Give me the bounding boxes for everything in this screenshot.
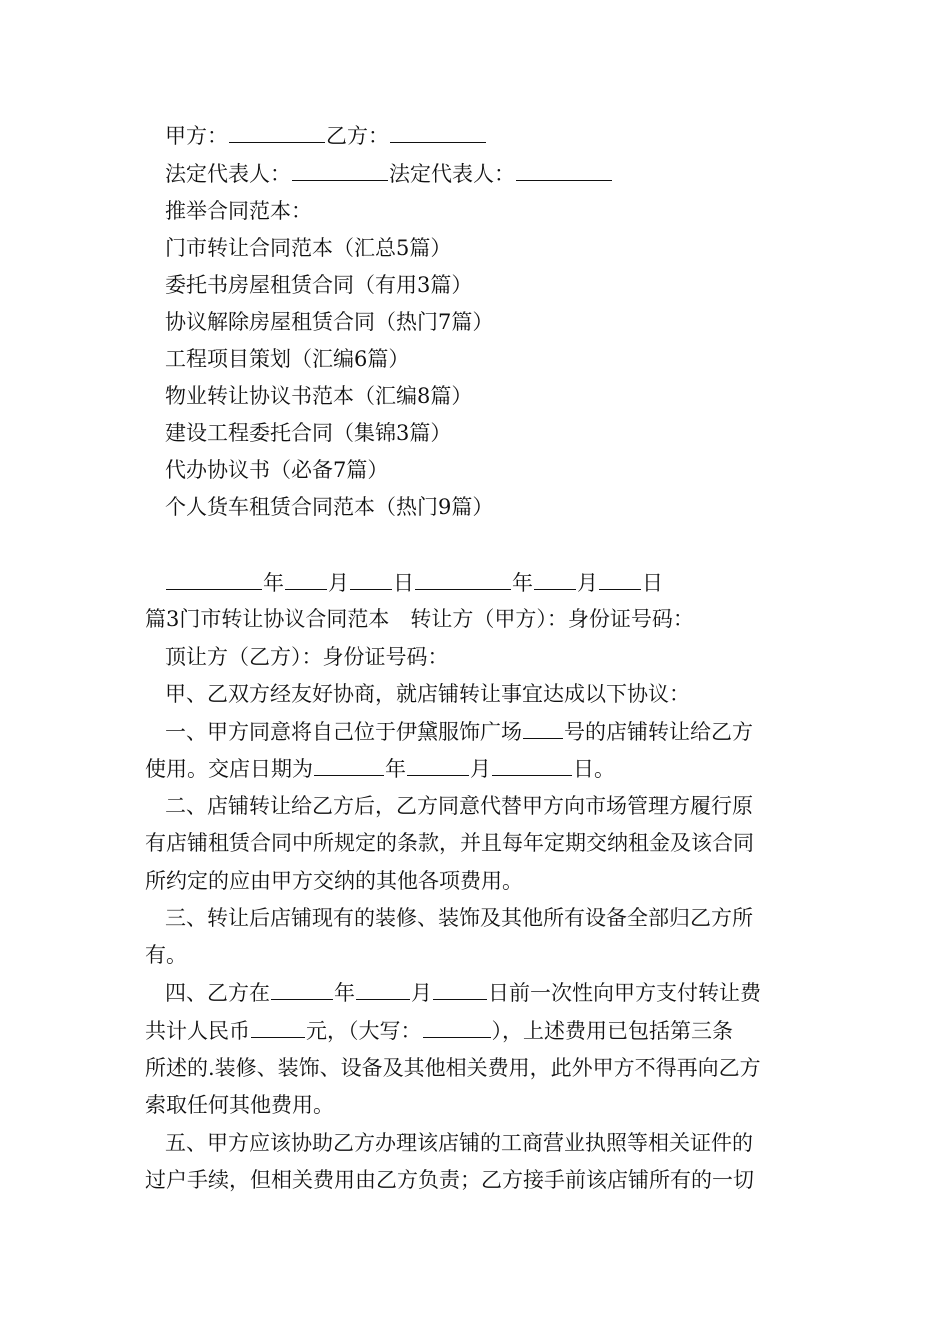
rep-b-blank bbox=[516, 160, 612, 181]
recommend-item[interactable]: 代办协议书（必备7篇） bbox=[165, 458, 389, 482]
pay-year-blank bbox=[271, 979, 333, 1000]
clause-1-line-2 bbox=[145, 755, 615, 782]
clause-5-line-1: 五、甲方应该协助乙方办理该店铺的工商营业执照等相关证件的 bbox=[165, 1131, 753, 1155]
handover-year-blank bbox=[314, 755, 384, 776]
clause-2-line-1: 二、店铺转让给乙方后，乙方同意代替甲方向市场管理方履行原 bbox=[165, 794, 753, 818]
day-label: 日 bbox=[393, 571, 414, 595]
party-b-blank bbox=[390, 122, 486, 143]
year-label: 年 bbox=[334, 981, 355, 1005]
party-a-blank bbox=[229, 122, 325, 143]
clause-5-line-2: 过户手续，但相关费用由乙方负责；乙方接手前该店铺所有的一切 bbox=[145, 1168, 754, 1192]
month-label: 月 bbox=[470, 757, 491, 781]
year-blank bbox=[415, 569, 511, 590]
rep-a-blank bbox=[292, 160, 388, 181]
year-label: 年 bbox=[263, 571, 284, 595]
amount-blank bbox=[251, 1017, 305, 1038]
recommend-item[interactable]: 个人货车租赁合同范本（热门9篇） bbox=[165, 495, 494, 519]
handover-day-blank bbox=[492, 755, 572, 776]
year-label: 年 bbox=[512, 571, 533, 595]
transferee-line: 顶让方（乙方）：身份证号码： bbox=[165, 645, 449, 669]
clause-3-line-1: 三、转让后店铺现有的装修、装饰及其他所有设备全部归乙方所 bbox=[165, 906, 753, 930]
rep-a-label: 法定代表人： bbox=[165, 162, 291, 186]
pay-month-blank bbox=[356, 979, 410, 1000]
year-blank bbox=[166, 569, 262, 590]
clause-4-line-2 bbox=[145, 1017, 733, 1044]
pay-day-blank bbox=[433, 979, 487, 1000]
rep-b-label: 法定代表人： bbox=[389, 162, 515, 186]
clause-text: 一、甲方同意将自己位于伊黛服饰广场 bbox=[165, 720, 522, 744]
day-label: 日。 bbox=[573, 757, 615, 781]
date-line bbox=[165, 569, 663, 596]
representative-line bbox=[165, 160, 613, 187]
handover-month-blank bbox=[407, 755, 469, 776]
amount-words-blank bbox=[423, 1017, 491, 1038]
clause-text: 号的店铺转让给乙方 bbox=[564, 720, 753, 744]
month-label: 月 bbox=[577, 571, 598, 595]
clause-4-line-4: 索取任何其他费用。 bbox=[145, 1093, 334, 1117]
party-line bbox=[165, 122, 487, 149]
recommend-item[interactable]: 建设工程委托合同（集锦3篇） bbox=[165, 421, 452, 445]
year-label: 年 bbox=[385, 757, 406, 781]
clause-4-line-3: 所述的.装修、装饰、设备及其他相关费用，此外甲方不得再向乙方 bbox=[145, 1056, 761, 1080]
recommend-title: 推举合同范本： bbox=[165, 199, 312, 223]
shop-number-blank bbox=[523, 718, 563, 739]
recommend-item[interactable]: 协议解除房屋租赁合同（热门7篇） bbox=[165, 310, 494, 334]
recommend-item[interactable]: 委托书房屋租赁合同（有用3篇） bbox=[165, 273, 473, 297]
day-label: 日 bbox=[642, 571, 663, 595]
clause-text: 元，（大写： bbox=[306, 1019, 422, 1043]
article-heading: 篇3门市转让协议合同范本 转让方（甲方）：身份证号码： bbox=[145, 607, 694, 631]
clause-text: 使用。交店日期为 bbox=[145, 757, 313, 781]
clause-text: 四、乙方在 bbox=[165, 981, 270, 1005]
day-blank bbox=[350, 569, 392, 590]
intro-paragraph: 甲、乙双方经友好协商，就店铺转让事宜达成以下协议： bbox=[165, 682, 690, 706]
day-blank bbox=[599, 569, 641, 590]
clause-2-line-2: 有店铺租赁合同中所规定的条款，并且每年定期交纳租金及该合同 bbox=[145, 831, 754, 855]
clause-text: ），上述费用已包括第三条 bbox=[491, 1019, 733, 1043]
recommend-item[interactable]: 门市转让合同范本（汇总5篇） bbox=[165, 236, 452, 260]
month-label: 月 bbox=[328, 571, 349, 595]
recommend-item[interactable]: 物业转让协议书范本（汇编8篇） bbox=[165, 384, 473, 408]
clause-2-line-3: 所约定的应由甲方交纳的其他各项费用。 bbox=[145, 869, 523, 893]
month-blank bbox=[534, 569, 576, 590]
recommend-item[interactable]: 工程项目策划（汇编6篇） bbox=[165, 347, 410, 371]
clause-text: 日前一次性向甲方支付转让费 bbox=[488, 981, 761, 1005]
party-b-label: 乙方： bbox=[326, 124, 389, 148]
clause-3-line-2: 有。 bbox=[145, 943, 187, 967]
clause-4-line-1 bbox=[165, 979, 761, 1006]
party-a-label: 甲方： bbox=[165, 124, 228, 148]
clause-1-line-1 bbox=[165, 718, 753, 745]
clause-text: 共计人民币 bbox=[145, 1019, 250, 1043]
month-blank bbox=[285, 569, 327, 590]
month-label: 月 bbox=[411, 981, 432, 1005]
